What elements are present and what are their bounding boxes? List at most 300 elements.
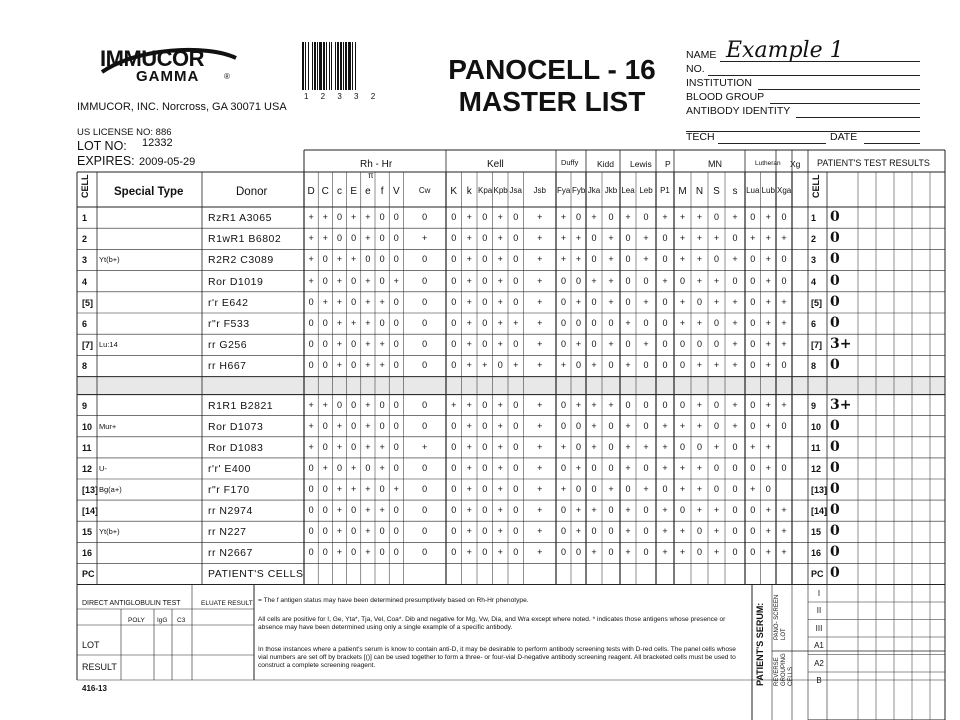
row-antigen-value: +: [466, 360, 472, 371]
row-antigen-value: +: [750, 484, 756, 494]
row-antigen-value: 0: [451, 441, 457, 452]
row-antigen-value: +: [591, 420, 597, 431]
row-cell-number: PC: [82, 569, 95, 580]
row-antigen-value: +: [466, 399, 472, 410]
row-antigen-value: 0: [482, 505, 488, 516]
row-antigen-value: 0: [575, 484, 581, 494]
row-antigen-value: +: [336, 526, 343, 537]
row-antigen-value: 0: [336, 399, 342, 410]
row-antigen-value: 0: [560, 420, 566, 431]
row-antigen-value: +: [765, 360, 771, 371]
row-antigen-value: 0: [322, 420, 328, 431]
row-antigen-value: 0: [781, 360, 787, 371]
row-antigen-value: 0: [643, 399, 649, 410]
row-antigen-value: +: [466, 233, 472, 244]
row-antigen-value: 0: [322, 526, 328, 537]
row-antigen-value: +: [336, 318, 343, 328]
row-antigen-value: +: [713, 547, 720, 558]
row-antigen-value: 0: [451, 547, 457, 558]
dat-col-poly: POLY: [128, 617, 145, 624]
dat-lot-label: LOT: [82, 640, 100, 650]
row-antigen-value: +: [466, 547, 472, 558]
row-cell-number: 2: [82, 234, 88, 245]
row-antigen-value: 0: [351, 275, 357, 286]
row-cell-number-right: [7]: [811, 340, 822, 351]
row-antigen-value: 0: [608, 420, 614, 431]
row-antigen-value: 0: [713, 462, 719, 473]
row-antigen-value: +: [560, 212, 567, 222]
row-antigen-value: 0: [365, 254, 371, 265]
row-antigen-value: +: [679, 233, 686, 244]
row-antigen-value: +: [308, 212, 314, 222]
row-antigen-value: +: [482, 360, 488, 371]
row-antigen-value: 0: [732, 484, 738, 494]
row-antigen-value: +: [643, 254, 649, 265]
row-antigen-value: 0: [750, 254, 756, 265]
row-antigen-value: 0: [393, 339, 399, 350]
row-cell-number: [13]: [82, 485, 99, 495]
row-antigen-value: 0: [662, 296, 668, 307]
row-antigen-value: 0: [560, 505, 566, 516]
row-antigen-value: 0: [308, 547, 314, 558]
antigen-header-f: f: [380, 186, 384, 197]
row-patient-result: 0: [830, 417, 840, 434]
row-antigen-value: +: [625, 526, 631, 537]
row-antigen-value: +: [625, 212, 631, 222]
row-antigen-value: 0: [308, 462, 314, 473]
row-antigen-value: +: [679, 526, 686, 537]
row-antigen-value: +: [537, 484, 543, 494]
row-antigen-value: +: [643, 339, 649, 350]
row-antigen-value: +: [351, 254, 357, 265]
row-antigen-value: 0: [336, 462, 342, 473]
row-antigen-value: +: [365, 360, 371, 371]
row-antigen-value: +: [379, 441, 385, 452]
row-antigen-value: +: [513, 318, 519, 328]
row-patient-result: 0: [830, 565, 840, 582]
row-antigen-value: +: [591, 547, 597, 558]
row-antigen-value: 0: [482, 462, 488, 473]
row-antigen-value: +: [466, 505, 472, 516]
row-antigen-value: 0: [379, 420, 385, 431]
row-antigen-value: +: [336, 441, 343, 452]
row-antigen-value: 0: [336, 233, 342, 244]
row-antigen-value: +: [591, 505, 597, 516]
row-antigen-value: 0: [482, 275, 488, 286]
antigen-header-d: D: [307, 186, 315, 197]
row-antigen-value: 0: [750, 505, 756, 516]
row-antigen-value: 0: [513, 462, 519, 473]
row-antigen-value: +: [308, 275, 314, 286]
row-donor: R1wR1 B6802: [208, 233, 282, 246]
row-antigen-value: +: [379, 360, 385, 371]
row-antigen-value: 0: [451, 296, 457, 307]
barcode-number: 1 2 3 3 2: [304, 92, 381, 101]
row-antigen-value: 0: [679, 339, 685, 350]
row-antigen-value: +: [643, 484, 649, 494]
row-antigen-value: 0: [422, 275, 428, 286]
row-antigen-value: +: [322, 296, 328, 307]
row-antigen-value: +: [497, 420, 503, 431]
row-donor: r'r' E400: [208, 462, 251, 475]
row-antigen-value: +: [537, 526, 543, 537]
row-antigen-value: 0: [322, 360, 328, 371]
row-cell-number-right: 12: [811, 463, 822, 474]
row-antigen-value: +: [662, 526, 668, 537]
kidd-header: Kidd: [597, 159, 615, 169]
row-antigen-value: +: [765, 526, 771, 537]
row-antigen-value: 0: [513, 275, 519, 286]
row-antigen-value: 0: [497, 360, 503, 371]
kell-header: Kell: [487, 159, 504, 170]
row-antigen-value: +: [781, 526, 787, 537]
row-antigen-value: 0: [608, 318, 614, 328]
row-antigen-value: 0: [781, 212, 787, 222]
row-antigen-value: 0: [393, 212, 399, 222]
row-antigen-value: 0: [451, 233, 457, 244]
row-antigen-value: 0: [393, 547, 399, 558]
row-antigen-value: +: [732, 254, 738, 265]
row-antigen-value: +: [765, 339, 771, 350]
row-antigen-value: 0: [422, 360, 428, 371]
row-antigen-value: +: [365, 505, 371, 516]
row-antigen-value: +: [336, 547, 343, 558]
row-antigen-value: 0: [482, 318, 488, 328]
row-antigen-value: +: [560, 254, 567, 265]
row-antigen-value: +: [662, 547, 668, 558]
row-antigen-value: 0: [713, 318, 719, 328]
row-antigen-value: +: [537, 339, 543, 350]
row-antigen-value: 0: [696, 339, 702, 350]
row-cell-number-right: [13]: [811, 485, 828, 495]
row-antigen-value: +: [497, 275, 503, 286]
row-antigen-value: 0: [451, 360, 457, 371]
row-antigen-value: +: [575, 399, 582, 410]
row-antigen-value: +: [560, 484, 567, 494]
row-antigen-value: +: [537, 233, 543, 244]
row-patient-result: 0: [830, 293, 840, 310]
row-antigen-value: 0: [679, 399, 685, 410]
row-antigen-value: 0: [732, 547, 738, 558]
row-antigen-value: 0: [608, 505, 614, 516]
cell-header-right: CELL: [811, 174, 821, 198]
row-antigen-value: +: [679, 462, 686, 473]
row-antigen-value: +: [497, 526, 503, 537]
row-cell-number: 9: [82, 400, 88, 411]
pi-mark: π: [368, 171, 374, 180]
row-antigen-value: +: [679, 212, 686, 222]
row-antigen-value: +: [537, 275, 543, 286]
row-antigen-value: 0: [308, 339, 314, 350]
row-antigen-value: 0: [643, 505, 649, 516]
row-antigen-value: 0: [513, 420, 519, 431]
row-cell-number: 16: [82, 548, 93, 559]
row-antigen-value: 0: [679, 360, 685, 371]
row-antigen-value: +: [679, 420, 686, 431]
row-cell-number-right: 10: [811, 421, 822, 432]
row-antigen-value: 0: [482, 399, 488, 410]
row-antigen-value: 0: [379, 547, 385, 558]
row-antigen-value: +: [537, 441, 543, 452]
row-antigen-value: +: [696, 212, 703, 222]
row-antigen-value: 0: [750, 526, 756, 537]
row-antigen-value: +: [765, 441, 771, 452]
name-value: Example 1: [726, 38, 844, 63]
row-cell-number-right: 8: [811, 361, 817, 372]
row-antigen-value: +: [537, 462, 543, 473]
row-antigen-value: +: [497, 484, 503, 494]
row-antigen-value: 0: [379, 254, 385, 265]
row-antigen-value: +: [765, 318, 771, 328]
row-antigen-value: +: [336, 339, 343, 350]
row-antigen-value: +: [591, 360, 597, 371]
row-antigen-value: +: [679, 484, 686, 494]
row-antigen-value: 0: [713, 484, 719, 494]
lewis-header: Lewis: [630, 159, 652, 169]
tech-label: TECH: [686, 131, 715, 143]
row-antigen-value: 0: [451, 505, 457, 516]
row-antigen-value: 0: [451, 212, 457, 222]
rh-hr-header: Rh - Hr: [360, 159, 393, 170]
row-antigen-value: 0: [560, 296, 566, 307]
row-antigen-value: +: [679, 254, 686, 265]
row-antigen-value: 0: [322, 275, 328, 286]
row-antigen-value: 0: [575, 420, 581, 431]
row-antigen-value: 0: [393, 505, 399, 516]
row-antigen-value: +: [537, 318, 543, 328]
row-antigen-value: 0: [379, 212, 385, 222]
row-antigen-value: 0: [422, 484, 428, 494]
dat-title: DIRECT ANTIGLOBULIN TEST: [82, 600, 181, 607]
row-antigen-value: +: [379, 296, 385, 307]
row-special-type: Bg(a+): [99, 485, 122, 494]
row-antigen-value: 0: [591, 233, 597, 244]
row-patient-result: 0: [830, 230, 840, 247]
row-antigen-value: 0: [513, 233, 519, 244]
row-antigen-value: +: [497, 339, 503, 350]
row-antigen-value: 0: [781, 462, 787, 473]
row-antigen-value: 0: [513, 339, 519, 350]
row-antigen-value: 0: [422, 420, 428, 431]
mn-header: MN: [708, 159, 722, 169]
row-antigen-value: +: [625, 462, 631, 473]
row-antigen-value: 0: [713, 254, 719, 265]
row-antigen-value: +: [643, 441, 649, 452]
row-antigen-value: +: [497, 233, 503, 244]
row-antigen-value: +: [308, 399, 314, 410]
row-antigen-value: +: [696, 275, 703, 286]
row-patient-result: 0: [830, 438, 840, 455]
row-antigen-value: 0: [351, 233, 357, 244]
row-donor: PATIENT'S CELLS: [208, 568, 304, 581]
row-patient-result: 3+: [830, 336, 852, 353]
row-cell-number-right: 9: [811, 400, 817, 411]
row-antigen-value: 0: [732, 462, 738, 473]
row-antigen-value: 0: [625, 254, 631, 265]
row-antigen-value: 0: [308, 318, 314, 328]
row-antigen-value: +: [560, 360, 567, 371]
row-antigen-value: 0: [591, 462, 597, 473]
row-antigen-value: 0: [662, 318, 668, 328]
row-antigen-value: 0: [608, 441, 614, 452]
row-antigen-value: +: [696, 360, 703, 371]
row-antigen-value: 0: [482, 526, 488, 537]
row-antigen-value: +: [781, 296, 787, 307]
row-antigen-value: +: [497, 462, 503, 473]
antibody-identity-label: ANTIBODY IDENTITY: [686, 105, 791, 117]
row-cell-number: [14]: [82, 506, 99, 517]
antigen-header-lea: Lea: [621, 186, 635, 195]
row-antigen-value: 0: [625, 275, 631, 286]
row-antigen-value: 0: [379, 275, 385, 286]
row-antigen-value: 0: [379, 233, 385, 244]
blood-group-label: BLOOD GROUP: [686, 91, 765, 103]
antigen-header-c: c: [336, 186, 342, 197]
row-antigen-value: +: [625, 441, 631, 452]
row-antigen-value: 0: [351, 296, 357, 307]
row-antigen-value: +: [537, 254, 543, 265]
row-cell-number-right: 4: [811, 276, 817, 287]
row-antigen-value: +: [322, 462, 328, 473]
row-antigen-value: 0: [750, 296, 756, 307]
row-patient-result: 0: [830, 315, 840, 331]
row-antigen-value: +: [379, 505, 385, 516]
row-antigen-value: +: [696, 399, 703, 410]
row-antigen-value: +: [351, 462, 357, 473]
antigen-header-k: k: [466, 186, 472, 197]
row-antigen-value: +: [351, 484, 357, 494]
row-antigen-value: 0: [393, 360, 399, 371]
row-antigen-value: 0: [351, 420, 357, 431]
row-antigen-value: +: [513, 360, 519, 371]
row-antigen-value: +: [696, 505, 703, 516]
antigen-header-cw: Cw: [418, 186, 431, 195]
row-antigen-value: +: [379, 339, 385, 350]
row-patient-result: 0: [830, 251, 840, 268]
row-antigen-value: +: [322, 233, 328, 244]
row-antigen-value: 0: [643, 318, 649, 328]
row-antigen-value: 0: [643, 420, 649, 431]
row-antigen-value: +: [308, 254, 314, 265]
row-antigen-value: 0: [513, 296, 519, 307]
row-antigen-value: 0: [322, 318, 328, 328]
row-antigen-value: +: [765, 547, 771, 558]
row-antigen-value: 0: [732, 526, 738, 537]
row-antigen-value: +: [608, 484, 614, 494]
row-antigen-value: +: [497, 254, 503, 265]
row-antigen-value: 0: [696, 441, 702, 452]
row-antigen-value: 0: [591, 526, 597, 537]
row-patient-result: 0: [830, 523, 840, 540]
row-antigen-value: +: [781, 339, 787, 350]
antigen-header-lub: Lub: [761, 186, 775, 195]
row-antigen-value: 0: [765, 484, 771, 494]
row-antigen-value: 0: [591, 318, 597, 328]
row-antigen-value: 0: [422, 254, 428, 265]
row-antigen-value: +: [625, 318, 631, 328]
row-antigen-value: 0: [322, 254, 328, 265]
screen-row-label: I: [817, 588, 821, 598]
reverse-grouping-cells-label: REVERSE GROUPING CELLS: [774, 653, 794, 686]
row-antigen-value: +: [732, 296, 738, 307]
row-antigen-value: 0: [351, 399, 357, 410]
row-antigen-value: +: [351, 212, 357, 222]
row-antigen-value: 0: [662, 399, 668, 410]
row-donor: rr G256: [208, 339, 248, 352]
row-antigen-value: 0: [393, 399, 399, 410]
row-antigen-value: +: [497, 212, 503, 222]
row-cell-number: 11: [82, 442, 92, 453]
row-antigen-value: 0: [393, 462, 399, 473]
row-antigen-value: 0: [393, 318, 399, 328]
logo-line1: IMMUCOR: [100, 46, 205, 71]
row-antigen-value: +: [575, 296, 582, 307]
row-donor: R2R2 C3089: [208, 254, 274, 267]
row-antigen-value: +: [537, 296, 543, 307]
antigen-header-fyb: Fyb: [572, 186, 586, 195]
row-antigen-value: +: [713, 505, 720, 516]
lot-value: 12332: [142, 137, 173, 149]
row-antigen-value: 0: [379, 526, 385, 537]
row-donor: Ror D1019: [208, 275, 264, 288]
row-antigen-value: 0: [750, 360, 756, 371]
row-antigen-value: 0: [643, 360, 649, 371]
row-patient-result: 0: [830, 209, 840, 225]
row-antigen-value: +: [608, 275, 614, 286]
row-antigen-value: +: [365, 275, 371, 286]
row-antigen-value: +: [591, 399, 597, 410]
row-antigen-value: 0: [365, 462, 371, 473]
row-antigen-value: +: [625, 505, 631, 516]
row-patient-result: 0: [830, 357, 840, 374]
expires-value: 2009-05-29: [139, 156, 196, 168]
row-antigen-value: 0: [608, 547, 614, 558]
row-antigen-value: 0: [696, 296, 702, 307]
row-cell-number-right: 3: [811, 255, 817, 266]
row-antigen-value: 0: [781, 254, 787, 265]
row-antigen-value: 0: [750, 339, 756, 350]
row-antigen-value: +: [591, 275, 597, 286]
row-cell-number-right: 2: [811, 234, 817, 245]
row-antigen-value: +: [781, 505, 787, 516]
row-antigen-value: 0: [662, 254, 668, 265]
row-antigen-value: +: [608, 296, 614, 307]
row-antigen-value: 0: [560, 318, 566, 328]
row-donor: r"r F533: [208, 318, 250, 330]
note-positive-negative: All cells are positive for I, Ge, Yta*, Tja, Vel, Coa*. Dib and negative for Mg, Vw, Dia, and Wra except where noted. * indicates those antigens whose presence or absence may have been determined using only a single example of a specific antibody.: [258, 616, 726, 631]
row-antigen-value: 0: [393, 526, 399, 537]
row-antigen-value: 0: [608, 462, 614, 473]
row-antigen-value: 0: [336, 212, 342, 222]
row-antigen-value: +: [365, 420, 371, 431]
row-antigen-value: +: [732, 360, 738, 371]
row-antigen-value: +: [336, 505, 343, 516]
antigen-header-jka: Jka: [587, 186, 601, 195]
row-patient-result: 3+: [830, 396, 852, 413]
antigen-header-fya: Fya: [557, 186, 571, 195]
row-antigen-value: 0: [513, 484, 519, 494]
row-antigen-value: 0: [560, 547, 566, 558]
row-antigen-value: 0: [451, 484, 457, 494]
screen-row-label: A1: [814, 641, 824, 650]
row-antigen-value: 0: [482, 547, 488, 558]
row-donor: RzR1 A3065: [208, 212, 272, 224]
row-cell-number-right: [14]: [811, 506, 828, 517]
xg-header: Xg: [790, 159, 801, 169]
antigen-header-kpa: Kpa: [478, 186, 493, 195]
company-address: IMMUCOR, INC. Norcross, GA 30071 USA: [77, 101, 287, 113]
antigen-header-s: S: [713, 186, 720, 197]
